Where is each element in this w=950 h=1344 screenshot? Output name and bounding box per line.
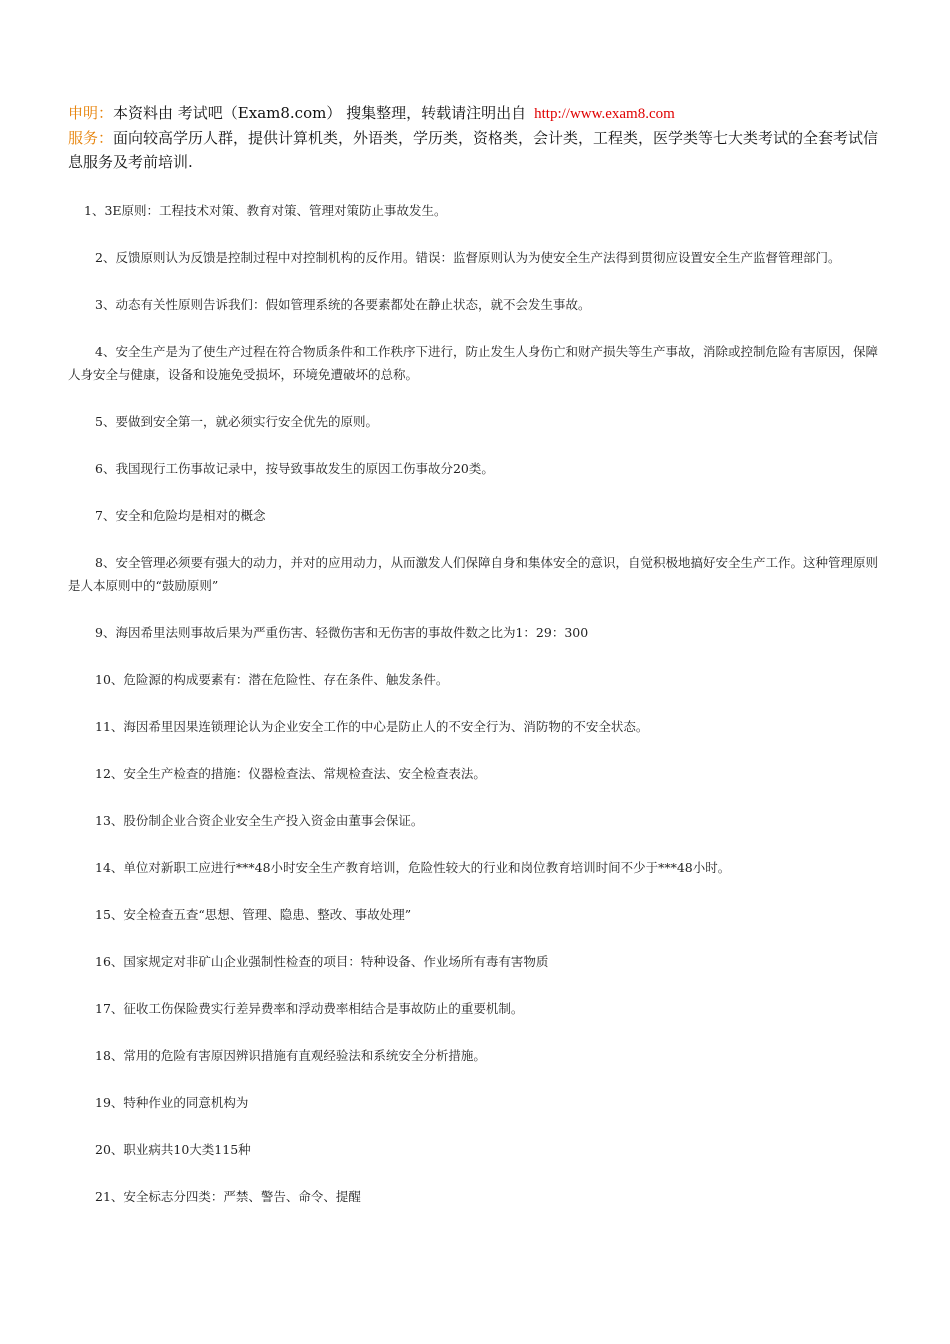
- list-item: 13、股份制企业合资企业安全生产投入资金由董事会保证。: [95, 813, 424, 828]
- statement-line: [68, 101, 882, 126]
- list-item: 7、安全和危险均是相对的概念: [95, 508, 266, 523]
- service-line: [68, 126, 882, 174]
- exam8-link[interactable]: http://www.exam8.com: [534, 106, 675, 122]
- list-item: 14、单位对新职工应进行***48小时安全生产教育培训，危险性较大的行业和岗位教育培训时间不少于***48小时。: [95, 860, 731, 875]
- list-item: 4、安全生产是为了使生产过程在符合物质条件和工作秩序下进行，防止发生人身伤亡和财产损失等生产事故，消除或控制危险有害原因，保障人身安全与健康，设备和设施免受损坏，环境免遭破坏的总称。: [68, 344, 878, 382]
- list-item: 3、动态有关性原则告诉我们：假如管理系统的各要素都处在静止状态，就不会发生事故。: [95, 297, 591, 312]
- list-item: 17、征收工伤保险费实行差异费率和浮动费率相结合是事故防止的重要机制。: [95, 1001, 524, 1016]
- list-item: 16、国家规定对非矿山企业强制性检查的项目：特种设备、作业场所有毒有害物质: [95, 954, 549, 969]
- list-item: 6、我国现行工伤事故记录中，按导致事故发生的原因工伤事故分20类。: [95, 461, 494, 476]
- list-item: 8、安全管理必须要有强大的动力，并对的应用动力，从而激发人们保障自身和集体安全的意识，自觉积极地搞好安全生产工作。这种管理原则是人本原则中的“鼓励原则”: [68, 555, 878, 593]
- list-item: 11、海因希里因果连锁理论认为企业安全工作的中心是防止人的不安全行为、消防物的不安全状态。: [95, 719, 649, 734]
- statement-label: 申明：: [68, 104, 114, 122]
- list-item: 12、安全生产检查的措施：仪器检查法、常规检查法、安全检查表法。: [95, 766, 486, 781]
- list-item: 2、反馈原则认为反馈是控制过程中对控制机构的反作用。错误：监督原则认为为使安全生产法得到贯彻应设置安全生产监督管理部门。: [95, 250, 841, 265]
- list-item: 1、3E原则：工程技术对策、教育对策、管理对策防止事故发生。: [84, 203, 447, 218]
- list-item: 20、职业病共10大类115种: [95, 1142, 251, 1157]
- service-label: 服务：: [68, 129, 114, 147]
- list-item: 5、要做到安全第一，就必须实行安全优先的原则。: [95, 414, 378, 429]
- list-item: 18、常用的危险有害原因辨识措施有直观经验法和系统安全分析措施。: [95, 1048, 486, 1063]
- list-item: 15、安全检查五查“思想、管理、隐患、整改、事故处理”: [95, 907, 412, 922]
- document-header: [68, 101, 882, 174]
- service-text: 面向较高学历人群，提供计算机类，外语类，学历类，资格类，会计类，工程类，医学类等七大类考试的全套考试信息服务及考前培训.: [68, 129, 879, 171]
- list-item: 10、危险源的构成要素有：潜在危险性、存在条件、触发条件。: [95, 672, 449, 687]
- statement-text: 本资料由 考试吧（Exam8.com） 搜集整理，转载请注明出自: [113, 104, 527, 122]
- list-item: 21、安全标志分四类：严禁、警告、命令、提醒: [95, 1189, 361, 1204]
- item-list: [68, 199, 882, 1208]
- list-item: 9、海因希里法则事故后果为严重伤害、轻微伤害和无伤害的事故件数之比为1：29：300: [95, 625, 589, 640]
- list-item: 19、特种作业的同意机构为: [95, 1095, 249, 1110]
